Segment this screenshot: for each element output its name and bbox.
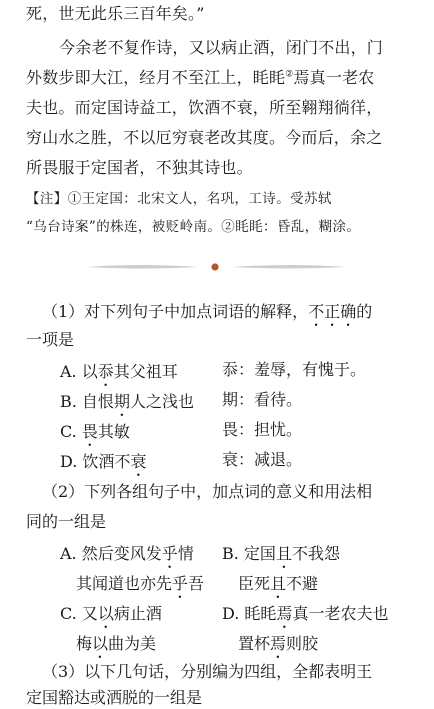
passage-line-2: 今余老不复作诗，又以病止酒，闭门不出，门 [59,38,384,57]
q2-option-d-line-2: 置杯焉则胶 [238,634,319,653]
q3-stem-line-2: 定国豁达或洒脱的一组是 [26,688,203,707]
q1-option-a-sentence: A. 以忝其父祖耳 [60,362,178,381]
passage-line-6: 所畏服于定国者，不独其诗也。 [26,158,253,177]
passage-line-5: 穷山水之胜，不以厄穷衰老改其度。今而后，余之 [26,128,383,147]
divider-dot [211,263,218,270]
divider-line-left [86,265,198,269]
q1-stem-line-2: 一项是 [26,330,75,349]
note-line-2: “乌台诗案”的株连，被贬岭南。②眊眊：昏乱，糊涂。 [26,219,361,235]
q2-option-b-line-1: B. 定国且不我怨 [222,544,340,563]
passage-line-4: 夫也。而定国诗益工，饮酒不衰，所至翱翔徜徉， [26,98,383,117]
q1-stem-line-1: （1）对下列句子中加点词语的解释，不正确的 [42,302,373,321]
q2-option-c-line-1: C. 又以病止酒 [60,604,162,623]
q2-option-a-line-1: A. 然后变风发乎情 [60,544,194,563]
q1-option-b-sentence: B. 自恨期人之浅也 [60,392,194,411]
q1-option-c-sentence: C. 畏其敏 [60,422,130,441]
q1-option-c-gloss: 畏：担忧。 [222,420,303,439]
q2-stem-line-1: （2）下列各组句子中，加点词的意义和用法相 [42,482,373,501]
q2-option-c-line-2: 梅以曲为美 [76,634,157,653]
q1-option-a-gloss: 忝：羞辱，有愧于。 [222,360,367,379]
divider-line-right [232,265,346,269]
q2-stem-line-2: 同的一组是 [26,512,107,531]
q3-stem-line-1: （3）以下几句话，分别编为四组，全都表明王 [42,662,373,681]
q1-option-b-gloss: 期：看待。 [222,390,303,409]
q1-option-d-sentence: D. 饮酒不衰 [60,452,147,471]
q2-option-d-line-1: D. 眊眊焉真一老农夫也 [222,604,389,623]
passage-line-3: 外数步即大江，经月不至江上，眊眊②焉真一老农 [26,68,375,87]
note-line-1: 【注】①王定国：北宋文人，名巩，工诗。受苏轼 [26,191,332,207]
q2-option-b-line-2: 臣死且不避 [238,574,319,593]
q1-emphasis: 不正确 [308,302,357,321]
q1-option-d-gloss: 衰：减退。 [222,450,303,469]
footnote-marker-2: ② [285,69,294,80]
section-divider [0,259,434,275]
passage-line-1: 死，世无此乐三百年矣。” [26,4,205,23]
q2-option-a-line-2: 其闻道也亦先乎吾 [76,574,205,593]
